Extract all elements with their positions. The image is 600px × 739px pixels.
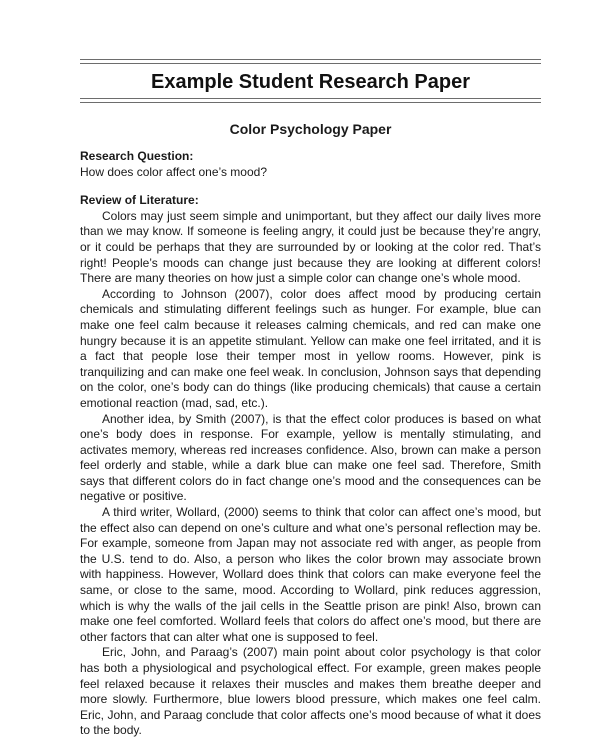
paragraph-smith: Another idea, by Smith (2007), is that the effect color produces is based on what one’s body does in response. For example, yellow is mentally stimulating, and activates memory, whereas red increases confidence. Also, brown can make a person feel orderly and stable, while a dark blue can make one feel sad. Therefore, Smith says that different colors do in fact change one’s mood and the consequences can be negative or positive. <box>80 411 541 504</box>
paragraph-intro: Colors may just seem simple and unimportant, but they affect our daily lives more than we may know. If someone is feeling angry, it could just be because they’re angry, or it could be perhaps that they are surrounded by or looking at the color red. That’s right! People’s moods can change just because they are looking at different colors! There are many theories on how just a simple color can change one’s whole mood. <box>80 208 541 286</box>
paragraph-wollard: A third writer, Wollard, (2000) seems to think that color can affect one’s mood, but the effect also can depend on one’s culture and what one’s personal reflection may be. For example, someone from Japan may not associate red with anger, as people from the U.S. tend to do. Also, a person who likes the color brown may associate brown with happiness. However, Wollard does think that colors can make everyone feel the same, or close to the same, mood. According to Wollard, pink reduces aggression, which is why the walls of the jail cells in the Seattle prison are pink! Also, brown can make one feel comforted. Wollard feels that colors do affect one’s mood, but there are other factors that can alter what one is supposed to feel. <box>80 505 541 644</box>
top-rule-1 <box>80 59 541 60</box>
paragraph-eric-john-paraag: Eric, John, and Paraag’s (2007) main point about color psychology is that color has both a physiological and psychological effect. For example, green makes people feel relaxed because it relaxes their muscles and makes them breathe deeper and more slowly. Furthermore, blue lowers blood pressure, which makes one feel calm. Eric, John, and Paraag conclude that color affects one’s mood because of what it does to the body. <box>80 645 541 738</box>
document-title: Example Student Research Paper <box>150 71 470 93</box>
research-question-heading: Research Question: <box>80 149 194 163</box>
title-rule-2 <box>80 102 541 103</box>
review-heading: Review of Literature: <box>80 193 199 208</box>
paper-body <box>80 149 541 739</box>
top-rule-2 <box>80 63 541 64</box>
title-rule-1 <box>80 98 541 99</box>
paper-subtitle: Color Psychology Paper <box>229 121 392 137</box>
paragraph-johnson: According to Johnson (2007), color does affect mood by producing certain chemicals and stimulating different feelings such as hunger. For example, blue can make one feel calm because it releases calming chemicals, and red can make one hungry because it is an appetite stimulant. Yellow can make one feel irritated, and it is a fact that people lose their temper most in yellow rooms. However, pink is tranquilizing and can make one feel weak. In conclusion, Johnson says that depending on the color, one’s body can do things (like producing chemicals) that cause a certain emotional reaction (mad, sad, etc.). <box>80 286 541 410</box>
research-question-text: How does color affect one’s mood? <box>80 164 268 179</box>
